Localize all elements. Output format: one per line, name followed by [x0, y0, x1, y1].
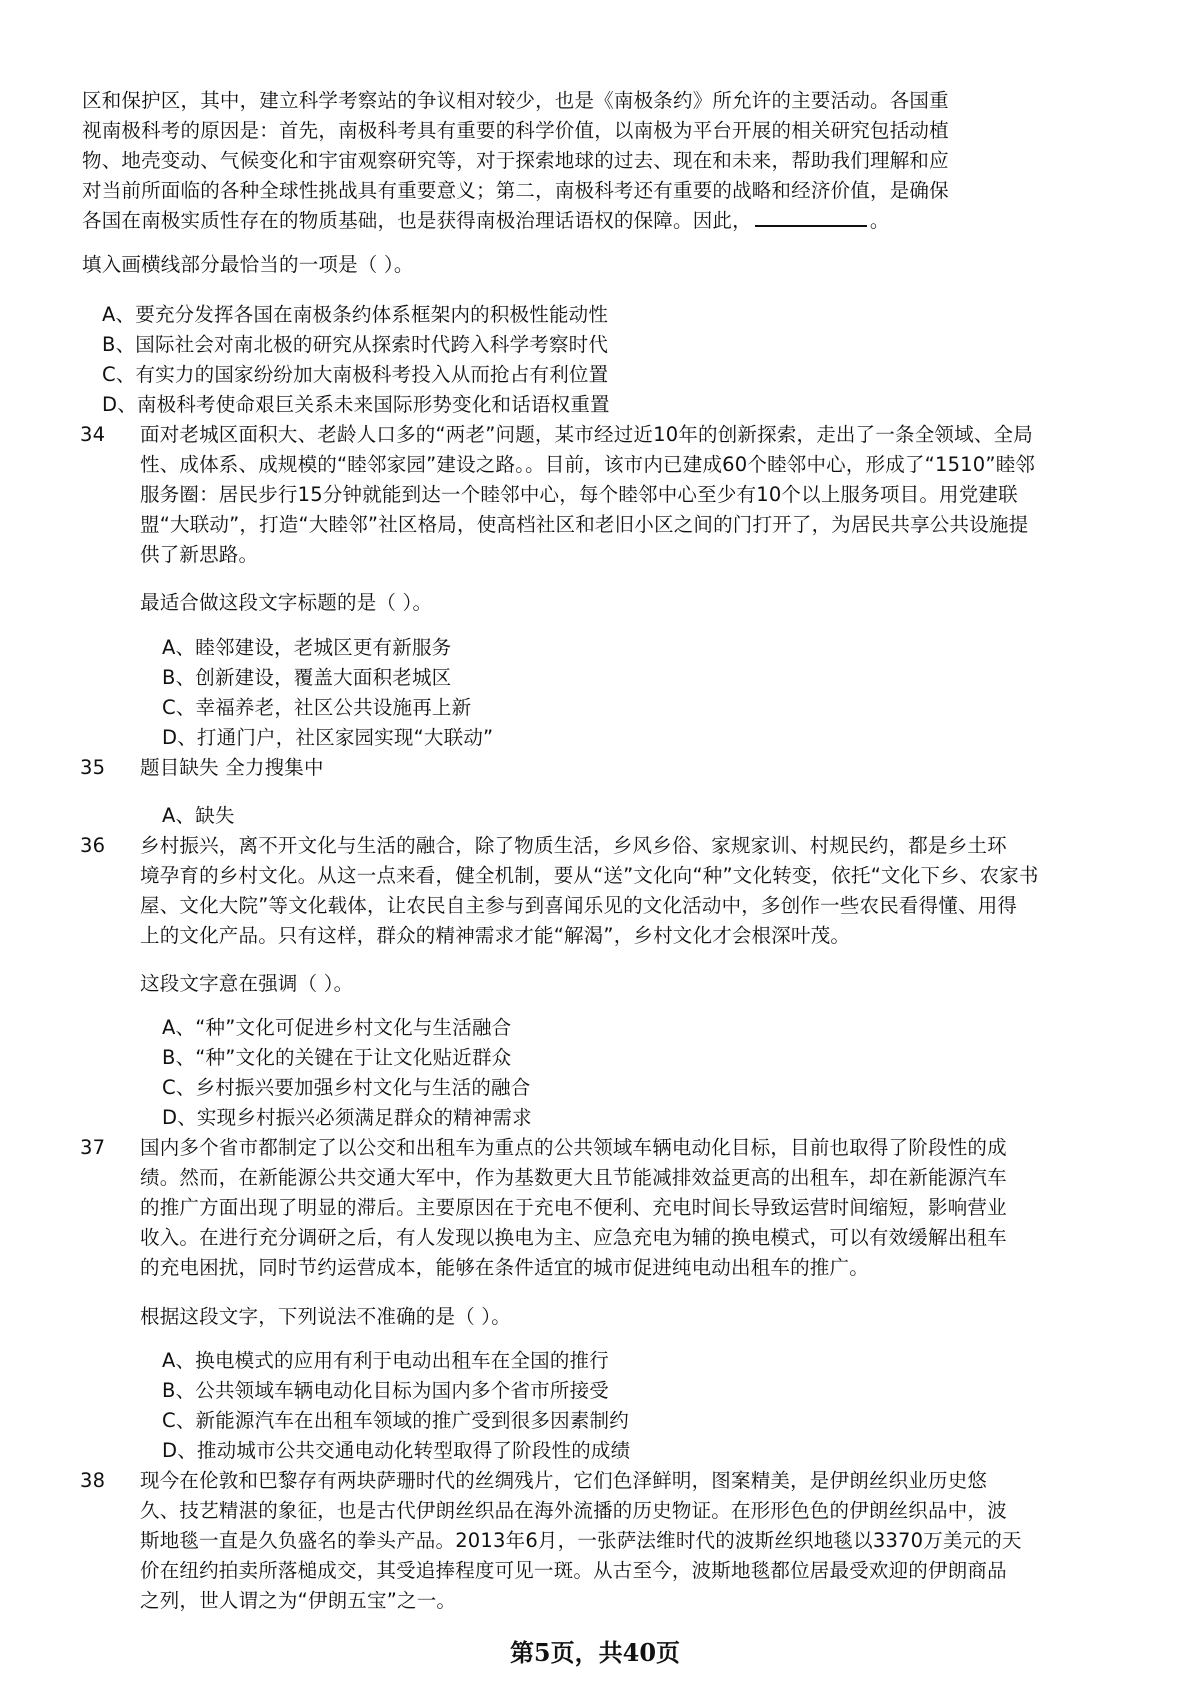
passage-line: 区和保护区，其中，建立科学考察站的争议相对较少，也是《南极条约》所允许的主要活动。各国重: [82, 89, 949, 112]
question-prompt: 根据这段文字，下列说法不准确的是（ ）。: [140, 1305, 511, 1328]
passage-line: 屋、文化大院”等文化载体，让农民自主参与到喜闻乐见的文化活动中，多创作一些农民看得懂、用得: [140, 894, 1018, 917]
option-d: D、打通门户，社区家园实现“大联动”: [162, 726, 494, 749]
question-prompt: 这段文字意在强调（ ）。: [140, 972, 354, 995]
passage-line: 盟“大联动”，打造“大睦邻”社区格局，使高档社区和老旧小区之间的门打开了，为居民共享公共设施提: [140, 513, 1029, 536]
option-c: C、新能源汽车在出租车领域的推广受到很多因素制约: [162, 1409, 629, 1432]
question-number: 35: [80, 756, 106, 779]
question-number: 37: [80, 1136, 106, 1159]
passage-line: 性、成体系、成规模的“睦邻家园”建设之路。。目前，该市内已建成60个睦邻中心，形成了“1510”睦邻: [140, 453, 1036, 476]
passage-line: 收入。在进行充分调研之后，有人发现以换电为主、应急充电为辅的换电模式，可以有效缓解出租车: [140, 1226, 1007, 1249]
option-c: C、有实力的国家纷纷加大南极科考投入从而抢占有利位置: [102, 363, 609, 386]
page-footer: 第5页，共40页: [509, 1638, 681, 1667]
option-b: B、“种”文化的关键在于让文化贴近群众: [162, 1046, 512, 1069]
passage-line: 的充电困扰，同时节约运营成本，能够在条件适宜的城市促进纯电动出租车的推广。: [140, 1256, 869, 1279]
option-b: B、国际社会对南北极的研究从探索时代跨入科学考察时代: [102, 333, 609, 356]
passage-line: 对当前所面临的各种全球性挑战具有重要意义；第二，南极科考还有重要的战略和经济价值，是确保: [82, 179, 949, 202]
passage-line: 之列，世人谓之为“伊朗五宝”之一。: [140, 1589, 457, 1612]
option-d: D、实现乡村振兴必须满足群众的精神需求: [162, 1106, 532, 1129]
passage-line: 题目缺失 全力搜集中: [140, 756, 324, 779]
option-a: A、换电模式的应用有利于电动出租车在全国的推行: [162, 1349, 609, 1372]
answer-blank: [755, 207, 867, 227]
passage-line: 视南极科考的原因是：首先，南极科考具有重要的科学价值，以南极为平台开展的相关研究包括动植: [82, 119, 949, 142]
passage-line: 绩。然而，在新能源公共交通大军中，作为基数更大且节能减排效益更高的出租车，却在新能源汽车: [140, 1166, 1007, 1189]
passage-line: 价在纽约拍卖所落槌成交，其受追捧程度可见一斑。从古至今，波斯地毯都位居最受欢迎的伊朗商品: [140, 1559, 1007, 1582]
option-b: B、公共领域车辆电动化目标为国内多个省市所接受: [162, 1379, 609, 1402]
passage-line: 供了新思路。: [140, 543, 259, 566]
passage-line: 上的文化产品。只有这样，群众的精神需求才能“解渴”，乡村文化才会根深叶茂。: [140, 924, 851, 947]
passage-line: 的推广方面出现了明显的滞后。主要原因在于充电不便利、充电时间长导致运营时间缩短，影响营业: [140, 1196, 1007, 1219]
option-a: A、“种”文化可促进乡村文化与生活融合: [162, 1016, 512, 1039]
passage-line: 物、地壳变动、气候变化和宇宙观察研究等，对于探索地球的过去、现在和未来，帮助我们理解和应: [82, 149, 949, 172]
option-d: D、推动城市公共交通电动化转型取得了阶段性的成绩: [162, 1439, 631, 1462]
option-a: A、要充分发挥各国在南极条约体系框架内的积极性能动性: [102, 303, 609, 326]
passage-line: 面对老城区面积大、老龄人口多的“两老”问题，某市经过近10年的创新探索，走出了一条全领域、全局: [140, 423, 1033, 446]
option-c: C、乡村振兴要加强乡村文化与生活的融合: [162, 1076, 531, 1099]
option-a: A、睦邻建设，老城区更有新服务: [162, 636, 452, 659]
passage-line: 久、技艺精湛的象征，也是古代伊朗丝织品在海外流播的历史物证。在形形色色的伊朗丝织品中，波: [140, 1499, 1007, 1522]
passage-line-with-blank: [82, 206, 890, 236]
passage-line: 各国在南极实质性存在的物质基础，也是获得南极治理话语权的保障。因此，: [82, 209, 752, 232]
passage-line: 乡村振兴，离不开文化与生活的融合，除了物质生活，乡风乡俗、家规家训、村规民约，都是乡土环: [140, 834, 1007, 857]
passage-line: 现今在伦敦和巴黎存有两块萨珊时代的丝绸残片，它们色泽鲜明，图案精美，是伊朗丝织业历史悠: [140, 1469, 988, 1492]
question-number: 36: [80, 834, 106, 857]
passage-line: 境孕育的乡村文化。从这一点来看，健全机制，要从“送”文化向“种”文化转变，依托“文化下乡、农家书: [140, 864, 1039, 887]
option-b: B、创新建设，覆盖大面积老城区: [162, 666, 452, 689]
option-c: C、幸福养老，社区公共设施再上新: [162, 696, 472, 719]
passage-line: 服务圈：居民步行15分钟就能到达一个睦邻中心，每个睦邻中心至少有10个以上服务项目。用党建联: [140, 483, 1018, 506]
option-d: D、南极科考使命艰巨关系未来国际形势变化和话语权重置: [102, 393, 610, 416]
question-number: 34: [80, 423, 106, 446]
passage-line: 斯地毯一直是久负盛名的拳头产品。2013年6月，一张萨法维时代的波斯丝织地毯以3370万美元的天: [140, 1529, 1022, 1552]
question-prompt: 最适合做这段文字标题的是（ ）。: [140, 591, 433, 614]
question-number: 38: [80, 1469, 106, 1492]
question-prompt: 填入画横线部分最恰当的一项是（ ）。: [82, 253, 414, 276]
passage-line-end: 。: [869, 209, 890, 232]
option-a: A、缺失: [162, 804, 235, 827]
passage-line: 国内多个省市都制定了以公交和出租车为重点的公共领域车辆电动化目标，目前也取得了阶段性的成: [140, 1136, 1007, 1159]
